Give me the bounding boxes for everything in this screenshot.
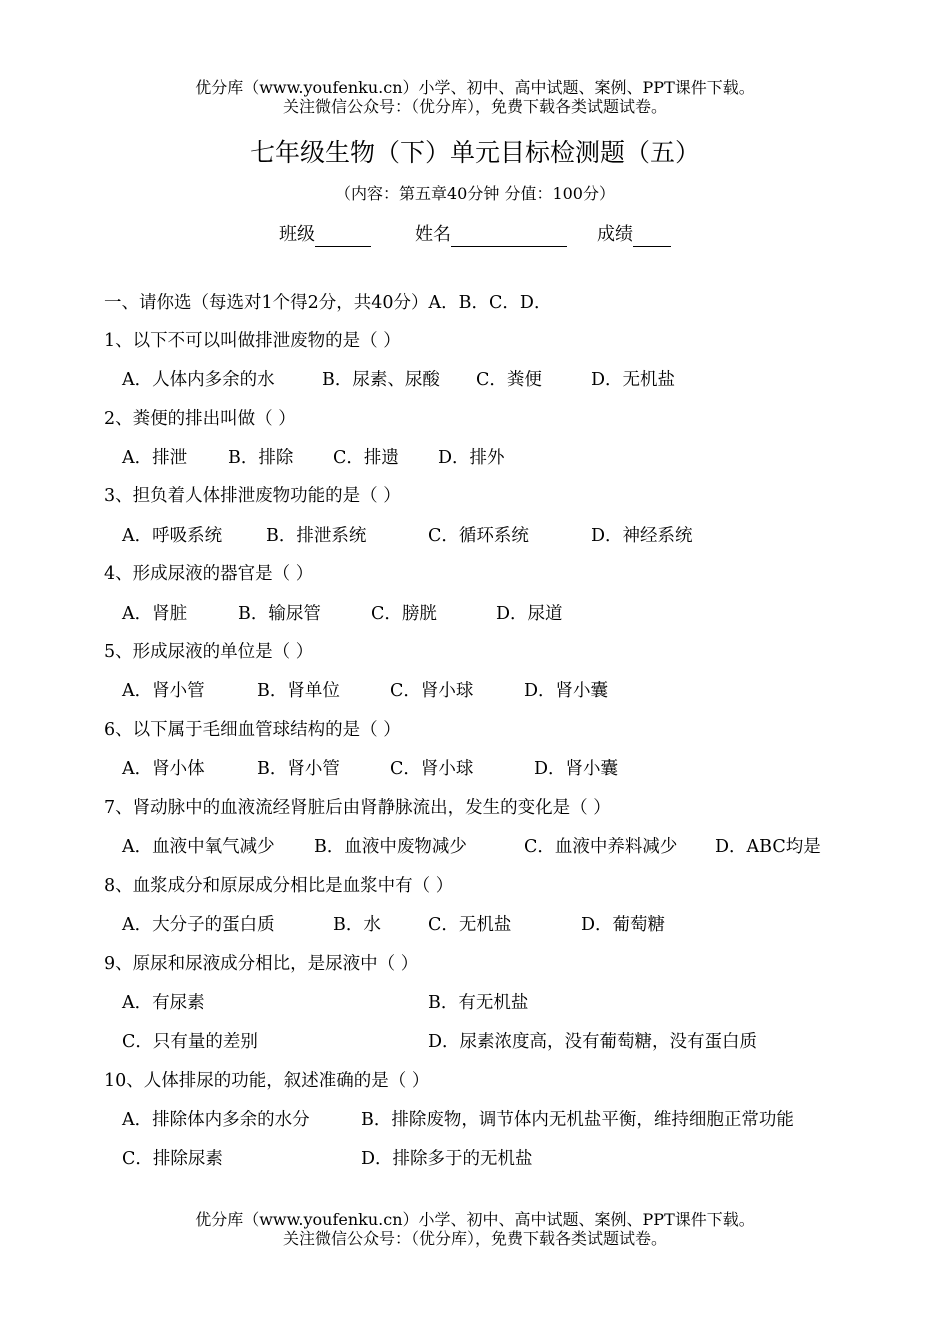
question-stem: 1、以下不可以叫做排泄废物的是（ ）: [104, 331, 401, 351]
header-ad-line-1: 优分库（www.youfenku.cn）小学、初中、高中试题、案例、PPT课件下载。: [195, 78, 755, 97]
option-c: C．肾小球: [390, 681, 474, 701]
option-c: C．血液中养料减少: [524, 837, 678, 857]
class-label: 班级: [279, 224, 315, 245]
option-c: C．无机盐: [428, 915, 512, 935]
question-stem: 3、担负着人体排泄废物功能的是（ ）: [104, 486, 401, 506]
option-a: A．血液中氧气减少: [122, 837, 275, 857]
question-stem: 6、以下属于毛细血管球结构的是（ ）: [104, 720, 401, 740]
option-b: B．输尿管: [238, 604, 321, 624]
option-c: C．排遗: [333, 448, 399, 468]
option-b: B．有无机盐: [428, 993, 529, 1013]
question-stem: 8、血浆成分和原尿成分相比是血浆中有（ ）: [104, 876, 454, 896]
option-a: A．排泄: [122, 448, 188, 468]
option-d: D．葡萄糖: [581, 915, 666, 935]
option-b: B．水: [333, 915, 381, 935]
option-d: D．肾小囊: [524, 681, 609, 701]
option-d: D．尿道: [496, 604, 563, 624]
option-d: D．尿素浓度高，没有葡萄糖，没有蛋白质: [428, 1032, 758, 1052]
option-d: D．神经系统: [591, 526, 693, 546]
option-c: C．循环系统: [428, 526, 529, 546]
footer-ad-line-2: 关注微信公众号：（优分库），免费下载各类试题试卷。: [282, 1229, 667, 1248]
header-ad-line-2: 关注微信公众号：（优分库），免费下载各类试题试卷。: [282, 97, 667, 116]
option-a: A．排除体内多余的水分: [122, 1110, 310, 1130]
name-label: 姓名: [415, 224, 451, 245]
option-c: C．膀胱: [371, 604, 437, 624]
option-c: C．只有量的差别: [122, 1032, 258, 1052]
question-stem: 10、人体排尿的功能，叙述准确的是（ ）: [104, 1071, 430, 1091]
exam-subtitle: （内容：第五章40分钟 分值：100分）: [335, 184, 615, 203]
option-a: A．肾小体: [122, 759, 205, 779]
name-field: [415, 223, 567, 247]
option-c: C．粪便: [476, 370, 542, 390]
question-stem: 7、肾动脉中的血液流经肾脏后由肾静脉流出，发生的变化是（ ）: [104, 798, 611, 818]
score-field: [597, 223, 671, 247]
option-d: D．排外: [438, 448, 505, 468]
option-b: B．尿素、尿酸: [322, 370, 440, 390]
option-a: A．有尿素: [122, 993, 205, 1013]
question-stem: 2、粪便的排出叫做（ ）: [104, 409, 296, 429]
option-d: D．肾小囊: [534, 759, 619, 779]
option-d: D．排除多于的无机盐: [361, 1149, 533, 1169]
footer-ad-line-1: 优分库（www.youfenku.cn）小学、初中、高中试题、案例、PPT课件下载。: [195, 1210, 755, 1229]
option-a: A．肾脏: [122, 604, 188, 624]
option-a: A．人体内多余的水: [122, 370, 275, 390]
section-heading: 一、请你选（每选对1个得2分，共40分）A．B．C．D．: [104, 293, 552, 313]
option-b: B．排泄系统: [266, 526, 367, 546]
option-d: D．无机盐: [591, 370, 676, 390]
question-stem: 4、形成尿液的器官是（ ）: [104, 564, 314, 584]
option-a: A．大分子的蛋白质: [122, 915, 275, 935]
question-stem: 9、原尿和尿液成分相比，是尿液中（ ）: [104, 954, 419, 974]
class-blank[interactable]: [315, 227, 371, 247]
option-b: B．肾小管: [257, 759, 340, 779]
option-b: B．血液中废物减少: [314, 837, 467, 857]
page-title: 七年级生物（下）单元目标检测题（五）: [249, 138, 700, 167]
option-a: A．呼吸系统: [122, 526, 223, 546]
student-info-row: [0, 223, 950, 249]
option-a: A．肾小管: [122, 681, 205, 701]
option-b: B．肾单位: [257, 681, 340, 701]
option-b: B．排除: [228, 448, 294, 468]
option-b: B．排除废物，调节体内无机盐平衡，维持细胞正常功能: [361, 1110, 794, 1130]
score-blank[interactable]: [633, 227, 671, 247]
name-blank[interactable]: [451, 227, 567, 247]
option-c: C．排除尿素: [122, 1149, 223, 1169]
score-label: 成绩: [597, 224, 633, 245]
option-d: D．ABC均是: [715, 837, 821, 857]
option-c: C．肾小球: [390, 759, 474, 779]
question-stem: 5、形成尿液的单位是（ ）: [104, 642, 314, 662]
class-field: [279, 223, 371, 247]
